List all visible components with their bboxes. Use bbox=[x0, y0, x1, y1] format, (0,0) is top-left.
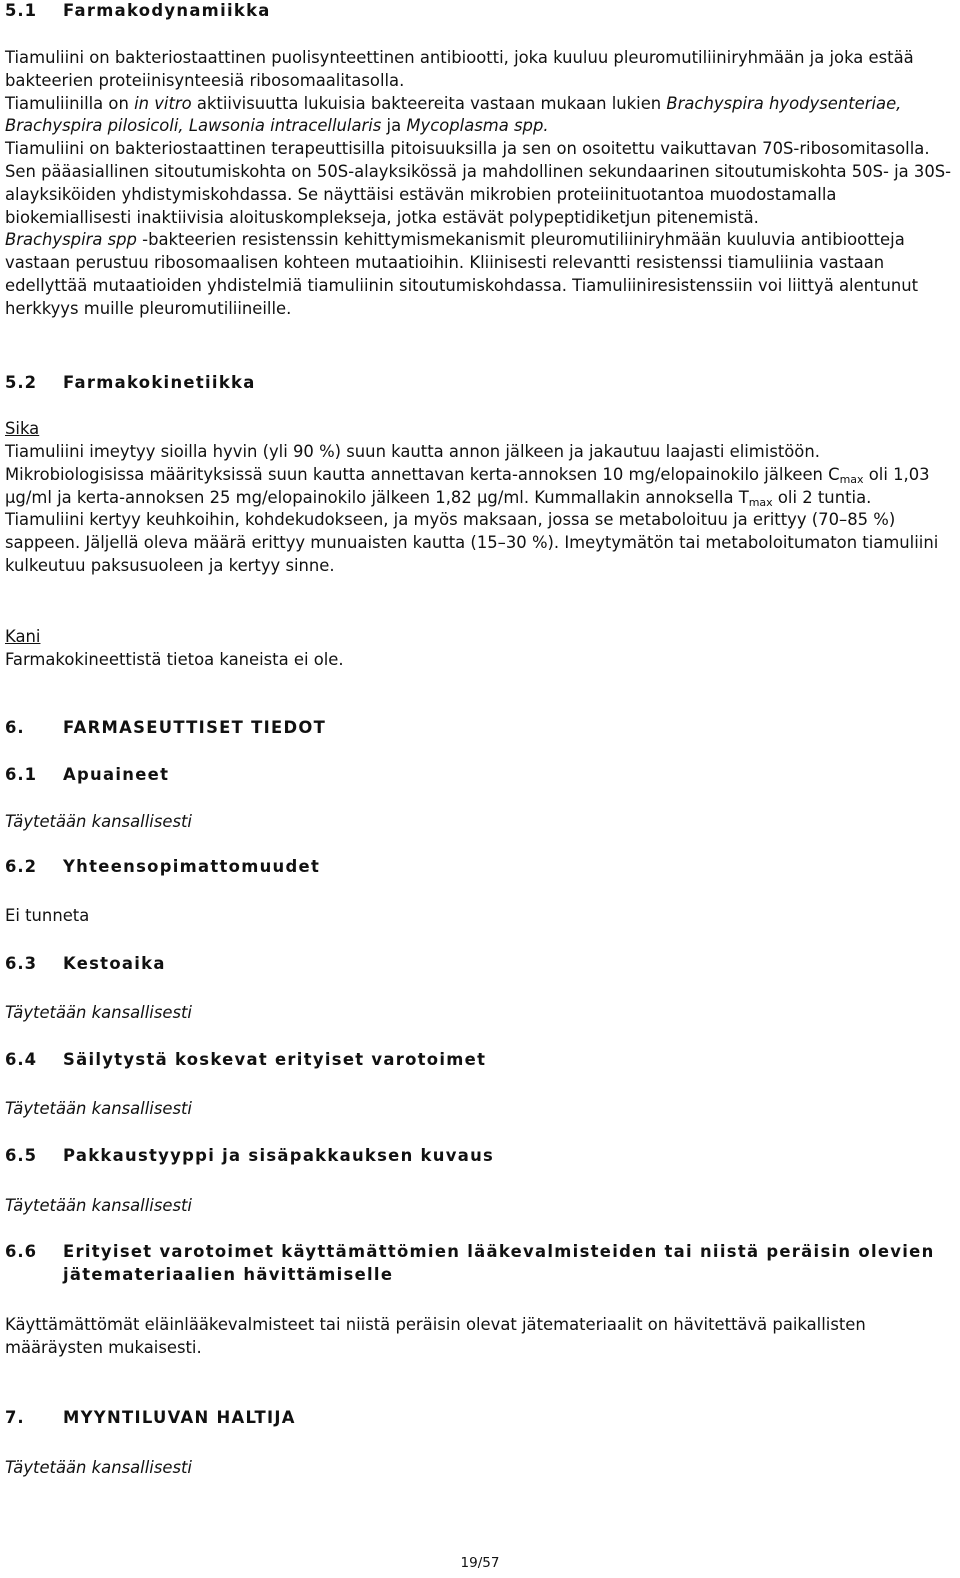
section-6-1-text: Täytetään kansallisesti bbox=[5, 812, 192, 831]
subscript-max: max bbox=[748, 495, 773, 509]
italic-term: in vitro bbox=[134, 93, 192, 113]
section-5-1-body bbox=[5, 47, 955, 321]
section-6-3-heading bbox=[5, 953, 166, 976]
section-number: 6.6 bbox=[5, 1242, 38, 1261]
section-6-4-text: Täytetään kansallisesti bbox=[5, 1099, 192, 1118]
section-6-6-text: Käyttämättömät eläinlääkevalmisteet tai niistä peräisin olevat jätemateriaalit on hävitettävä paikallisten määräysten mukaisesti. bbox=[5, 1315, 866, 1357]
rabbit-subheading: Kani bbox=[5, 627, 41, 646]
section-6-4-heading bbox=[5, 1049, 486, 1072]
section-title: Apuaineet bbox=[63, 765, 170, 784]
paragraph bbox=[5, 93, 955, 139]
text-run: oli 1,03 µg/ml ja kerta-annoksen 25 mg/elopainokilo jälkeen 1,82 µg/ml. Kummallakin annoksella T bbox=[5, 464, 930, 507]
species-names: Brachyspira hyodysenteriae, Brachyspira pilosicoli, Lawsonia intracellularis bbox=[5, 93, 902, 136]
section-6-2-text: Ei tunneta bbox=[5, 906, 90, 925]
text-run: Tiamuliinilla on bbox=[5, 93, 135, 113]
section-title: Yhteensopimattomuudet bbox=[63, 857, 321, 876]
paragraph: Tiamuliini on bakteriostaattinen terapeuttisilla pitoisuuksilla ja sen on osoitettu vaikuttavan 70S-ribosomitasolla. Sen pääasiallinen sitoutumiskohta on 50S-alayksikössä ja mahdollinen sekundaarinen sitoutumiskohta 50S- ja 30S-alayksiköiden yhdistymiskohdassa. Se näyttäisi estävän mikrobien proteiinituotantoa muodostamalla biokemiallisesti inaktiivisia aloituskomplekseja, jotka estävät polypeptidiketjun pitenemistä. bbox=[5, 139, 952, 227]
text-run: -bakteerien resistenssin kehittymismekanismit pleuromutiliiniryhmään kuuluvia antibiootteja vastaan perustuu ribosomaalisen kohteen mutaatioihin. Kliinisesti relevantti resistenssi tiamuliinia vastaan edellyttää mutaatioiden yhdistelmiä tiamuliinin sitoutumiskohdassa. Tiamuliiniresistenssiin voi liittyä alentunut herkkyys muille pleuromutiliineille. bbox=[5, 230, 919, 318]
text-run: ja bbox=[381, 116, 407, 136]
paragraph: Tiamuliini on bakteriostaattinen puolisynteettinen antibiootti, joka kuuluu pleuromutiliiniryhmään ja joka estää bakteerien proteiinisynteesiä ribosomaalitasolla. bbox=[5, 48, 914, 90]
rabbit-paragraph: Farmakokineettistä tietoa kaneista ei ole. bbox=[5, 650, 344, 669]
section-7-heading bbox=[5, 1407, 296, 1430]
pig-paragraph bbox=[5, 441, 955, 578]
text-run: Tiamuliini imeytyy sioilla hyvin (yli 90 %) suun kautta annon jälkeen ja jakautuu laajasti elimistöön. Mikrobiologisissa määrityksissä suun kautta annettavan kerta-annoksen 10 mg/elopainokilo jälkeen C bbox=[5, 442, 840, 484]
section-title: Pakkaustyyppi ja sisäpakkauksen kuvaus bbox=[63, 1146, 495, 1165]
pig-subheading: Sika bbox=[5, 419, 40, 438]
section-title: Farmakodynamiikka bbox=[63, 1, 271, 20]
section-6-6-heading bbox=[5, 1241, 935, 1287]
section-title: Erityiset varotoimet käyttämättömien lääkevalmisteiden tai niistä peräisin olevien bbox=[63, 1242, 935, 1261]
section-6-3-text: Täytetään kansallisesti bbox=[5, 1003, 192, 1022]
section-number: 6.4 bbox=[5, 1050, 38, 1069]
section-number: 6.5 bbox=[5, 1146, 38, 1165]
subscript-max: max bbox=[839, 472, 864, 486]
text-run: oli 2 tuntia. Tiamuliini kertyy keuhkoihin, kohdekudokseen, ja myös maksaan, jossa se metaboloituu ja erittyy (70–85 %) sappeen. Jäljellä oleva määrä erittyy munuaisten kautta (15–30 %). Imeytymätön tai metaboloitumaton tiamuliini kulkeutuu paksusuoleen ja kertyy sinne. bbox=[5, 487, 939, 575]
section-number: 6. bbox=[5, 718, 25, 737]
section-title: MYYNTILUVAN HALTIJA bbox=[63, 1408, 296, 1427]
text-run: aktiivisuutta lukuisia bakteereita vastaan mukaan lukien bbox=[191, 93, 667, 113]
section-number: 6.3 bbox=[5, 954, 38, 973]
section-5-1-heading bbox=[5, 0, 271, 23]
section-number: 7. bbox=[5, 1408, 25, 1427]
section-6-5-text: Täytetään kansallisesti bbox=[5, 1196, 192, 1215]
section-number: 5.2 bbox=[5, 373, 38, 392]
section-title: Säilytystä koskevat erityiset varotoimet bbox=[63, 1050, 487, 1069]
section-6-5-heading bbox=[5, 1145, 494, 1168]
section-title-continued: jätemateriaalien hävittämiselle bbox=[63, 1264, 394, 1284]
species-name: Brachyspira spp bbox=[5, 230, 137, 250]
species-name: Mycoplasma spp. bbox=[406, 116, 549, 136]
section-6-heading bbox=[5, 717, 326, 740]
paragraph bbox=[5, 229, 955, 320]
section-number: 6.1 bbox=[5, 765, 38, 784]
section-title: Kestoaika bbox=[63, 954, 166, 973]
section-7-text: Täytetään kansallisesti bbox=[5, 1458, 192, 1477]
page-number: 19/57 bbox=[460, 1555, 500, 1571]
section-title: FARMASEUTTISET TIEDOT bbox=[63, 718, 327, 737]
section-number: 6.2 bbox=[5, 857, 38, 876]
section-6-1-heading bbox=[5, 764, 169, 787]
section-5-2-heading bbox=[5, 372, 256, 395]
section-6-2-heading bbox=[5, 856, 320, 879]
section-title: Farmakokinetiikka bbox=[63, 373, 256, 392]
section-number: 5.1 bbox=[5, 1, 38, 20]
